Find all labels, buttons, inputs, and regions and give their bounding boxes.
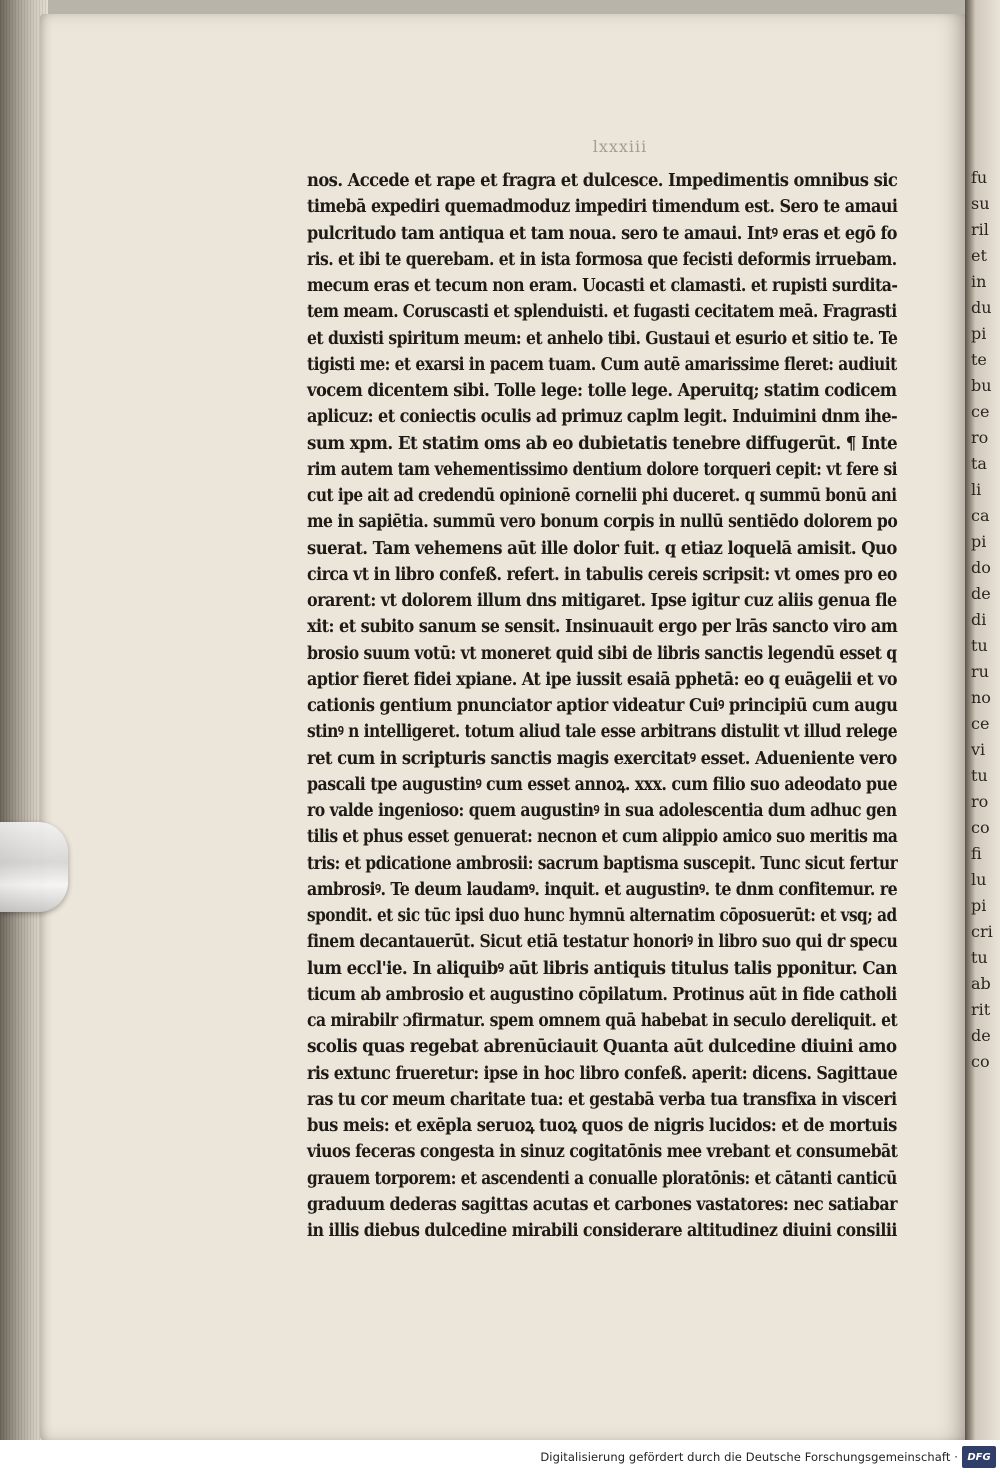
- text-line: circa vt in libro confeß. refert. in tabulis cereis scripsit: vt omes pro eo: [307, 564, 897, 585]
- facing-page-fragment: rit: [971, 1000, 991, 1019]
- text-line: vocem dicentem sibi. Tolle lege: tolle lege. Aperuitq; statim codicem: [307, 381, 897, 401]
- facing-page-fragment: ce: [971, 402, 990, 421]
- footer-bar: [0, 1440, 1000, 1475]
- text-line: rim autem tam vehementissimo dentium dolore torqueri cepit: vt fere si: [307, 459, 897, 480]
- text-line: pulcritudo tam antiqua et tam noua. sero te amaui. Intꝰ eras et egō fo: [307, 223, 897, 244]
- facing-page-fragment: co: [971, 1052, 990, 1071]
- facing-page-edge: [965, 0, 1000, 1440]
- facing-page-fragment: tu: [971, 636, 988, 655]
- facing-page-fragment: et: [971, 246, 987, 265]
- facing-page-fragment: di: [971, 610, 987, 629]
- text-line: ras tu cor meum charitate tua: et gestabā verba tua transfixa in visceri: [307, 1089, 897, 1110]
- facing-page-fragment: no: [971, 688, 991, 707]
- text-line: ret cum in scripturis sanctis magis exercitatꝰ esset. Adueniente vero: [307, 748, 897, 769]
- text-line: grauem torporem: et ascendenti a conualle ploratōnis: et cātanti canticū: [307, 1168, 897, 1189]
- text-line: ca mirabilr ɔfirmatur. spem omnem quā habebat in seculo dereliquit. et: [307, 1011, 898, 1031]
- facing-page-fragment: de: [971, 1026, 991, 1045]
- facing-page-fragment: fu: [971, 168, 988, 187]
- text-line: me in sapiētia. summū vero bonum corpis in nullū sentiēdo dolorem po: [307, 512, 898, 533]
- facing-page-fragment: ru: [971, 662, 989, 681]
- facing-page-fragment: ce: [971, 714, 990, 733]
- facing-page-fragment: do: [971, 558, 991, 577]
- text-line: finem decantauerūt. Sicut etiā testatur honoriꝰ in libro suo qui dr specu: [307, 932, 898, 953]
- text-line: suerat. Tam vehemens aūt ille dolor fuit. q etiaz loquelā amisit. Quo: [307, 538, 897, 559]
- digitization-credit: Digitalisierung gefördert durch die Deutsche Forschungsgemeinschaft ·: [540, 1450, 958, 1464]
- text-line: lum eccl'ie. In aliquibꝰ aūt libris antiquis titulus talis pponitur. Can: [307, 958, 897, 979]
- text-line: mecum eras et tecum non eram. Uocasti et clamasti. et rupisti surdita-: [307, 276, 898, 296]
- facing-page-fragment: vi: [971, 740, 986, 759]
- text-line: tem meam. Coruscasti et splenduisti. et fugasti cecitatem meā. Fragrasti: [307, 302, 897, 323]
- text-line: aplicuz: et coniectis oculis ad primuz caplm legit. Induimini dnm ihe-: [307, 407, 898, 428]
- text-line: tilis et phus esset genuerat: necnon et cum alippio amico suo meritis ma: [307, 827, 898, 848]
- text-line: ris extunc frueretur: ipse in hoc libro confeß. aperit: dicens. Sagittaue: [307, 1063, 898, 1084]
- text-line: ticum ab ambrosio et augustino cōpilatum. Protinus aūt in fide catholi: [307, 984, 897, 1005]
- facing-page-text: [971, 165, 1000, 1075]
- folio-number: lxxxiii: [592, 137, 648, 156]
- facing-page-fragment: ca: [971, 506, 990, 525]
- facing-page-fragment: ro: [971, 792, 989, 811]
- facing-page-fragment: li: [971, 480, 982, 499]
- facing-page-fragment: cri: [971, 922, 993, 941]
- text-line: timebā expediri quemadmoduz impediri timendum est. Sero te amaui: [307, 197, 898, 218]
- text-line: cut ipe ait ad credendū opinionē cornelii phi duceret. q summū bonū ani: [307, 486, 897, 506]
- facing-page-fragment: tu: [971, 766, 988, 785]
- text-line: spondit. et sic tūc ipsi duo hunc hymnū alternatim cōposuerūt: et vsq; ad: [307, 906, 897, 926]
- facing-page-fragment: ab: [971, 974, 991, 993]
- text-line: ro valde ingenioso: quem augustinꝰ in sua adolescentia dum adhuc gen: [307, 801, 897, 821]
- facing-page-fragment: in: [971, 272, 987, 291]
- text-line: orarent: vt dolorem illum dns mitigaret. Ipse igitur cuz aliis genua fle: [307, 591, 897, 611]
- text-line: xit: et subito sanum se sensit. Insinuauit ergo per lrās sancto viro am: [307, 617, 898, 638]
- facing-page-fragment: pi: [971, 324, 987, 343]
- text-line: viuos feceras congesta in sinuz cogitatōnis mee vrebant et consumebāt: [307, 1142, 898, 1163]
- text-line: ambrosiꝰ. Te deum laudamꝰ. inquit. et augustinꝰ. te dnm confitemur. re: [307, 879, 898, 900]
- facing-page-fragment: bu: [971, 376, 992, 395]
- page-clip: [0, 822, 68, 912]
- facing-page-fragment: tu: [971, 948, 988, 967]
- facing-page-fragment: co: [971, 818, 990, 837]
- facing-page-fragment: de: [971, 584, 991, 603]
- text-line: stinꝰ n intelligeret. totum aliud tale esse arbitrans distulit vt illud relege: [307, 722, 898, 743]
- facing-page-fragment: fi: [971, 844, 982, 863]
- facing-page-fragment: lu: [971, 870, 987, 889]
- text-line: graduum dederas sagittas acutas et carbones vastatores: nec satiabar: [307, 1194, 898, 1215]
- text-line: pascali tpe augustinꝰ cum esset annoꝝ. xxx. cum filio suo adeodato pue: [307, 774, 897, 795]
- text-line: cationis gentium pnunciator aptior videatur Cuiꝰ principiū cum augu: [307, 696, 898, 716]
- text-line: sum xpm. Et statim oms ab eo dubietatis tenebre diffugerūt. ¶ Inte: [307, 433, 898, 454]
- facing-page-fragment: te: [971, 350, 987, 369]
- dfg-logo-icon: DFG: [962, 1446, 996, 1468]
- facing-page-fragment: pi: [971, 896, 987, 915]
- text-line: tris: et pdicatione ambrosii: sacrum baptisma suscepit. Tunc sicut fertur: [307, 853, 898, 874]
- facing-page-fragment: ro: [971, 428, 989, 447]
- facing-page-fragment: ril: [971, 220, 989, 239]
- facing-page-fragment: su: [971, 194, 990, 213]
- text-line: scolis quas regebat abrenūciauit Quanta aūt dulcedine diuini amo: [307, 1037, 897, 1058]
- facing-page-fragment: ta: [971, 454, 987, 473]
- text-line: aptior fieret fidei xpiane. At ipe iussit esaiā pphetā: eo q euāgelii et vo: [307, 669, 897, 690]
- text-line: brosio suum votū: vt moneret quid sibi de libris sanctis legendū esset q: [307, 643, 897, 664]
- text-line: nos. Accede et rape et fragra et dulcesce. Impedimentis omnibus sic: [307, 171, 898, 191]
- text-line: in illis diebus dulcedine mirabili considerare altitudinez diuini consilii: [307, 1221, 897, 1241]
- text-line: tigisti me: et exarsi in pacem tuam. Cum autē amarissime fleret: audiuit: [307, 354, 897, 375]
- facing-page-fragment: pi: [971, 532, 987, 551]
- incunable-text-column: [307, 168, 897, 1244]
- text-line: et duxisti spiritum meum: et anhelo tibi. Gustaui et esurio et sitio te. Te: [307, 328, 898, 349]
- text-line: bus meis: et exēpla seruoꝝ tuoꝝ quos de nigris lucidos: et de mortuis: [307, 1116, 897, 1136]
- facing-page-fragment: du: [971, 298, 992, 317]
- text-line: ris. et ibi te querebam. et in ista formosa que fecisti deformis irruebam.: [307, 249, 897, 270]
